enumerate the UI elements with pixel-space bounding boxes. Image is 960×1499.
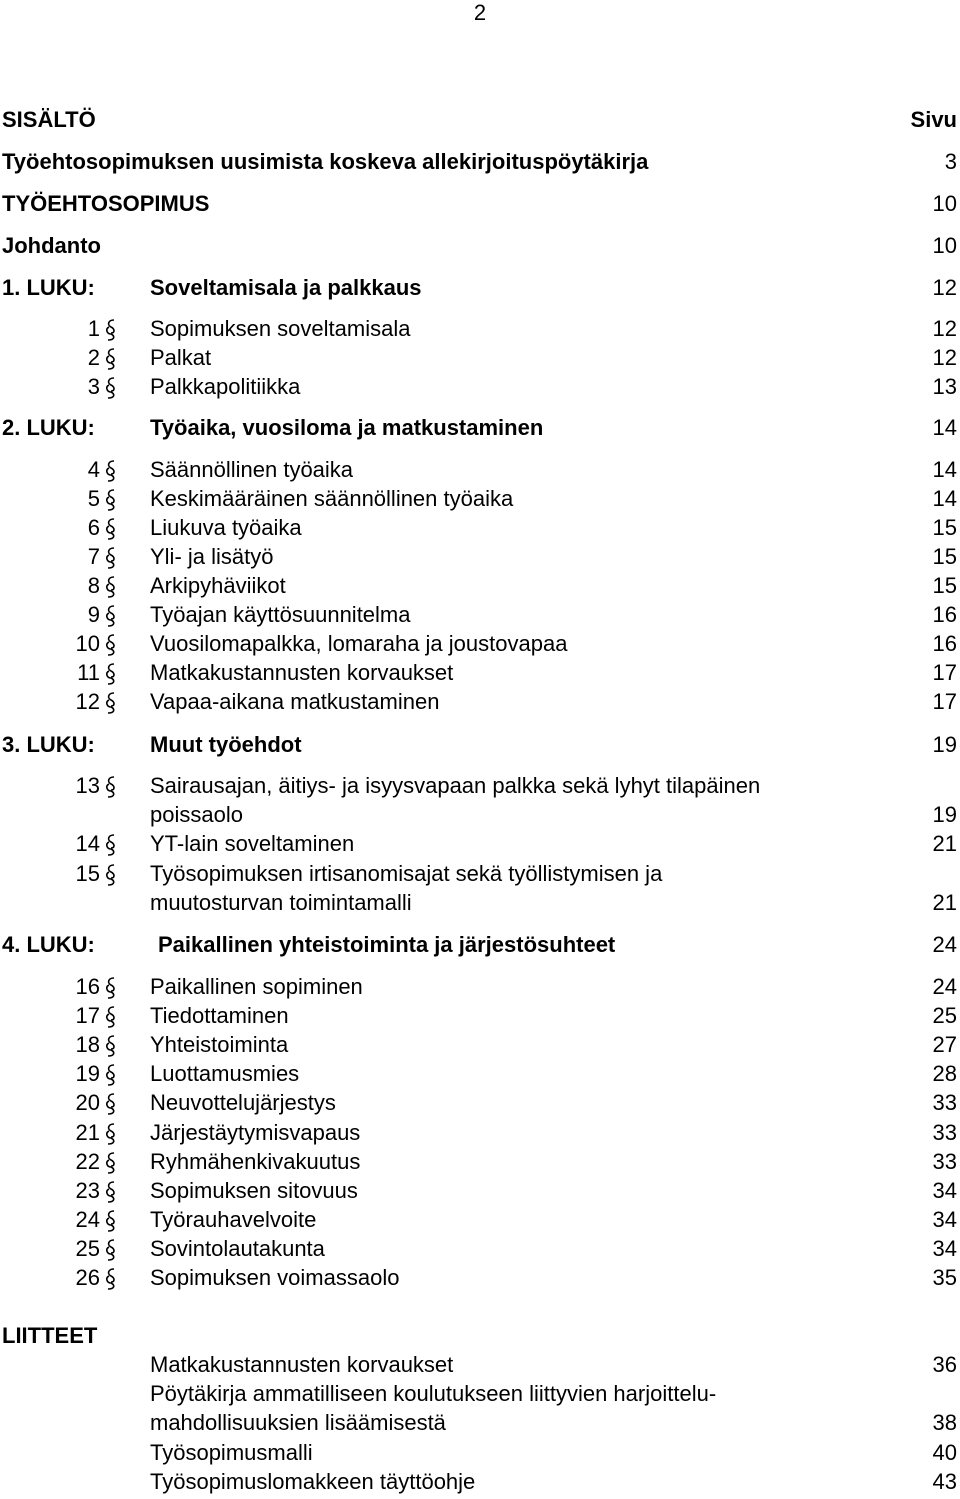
section-number: 2 (87, 345, 100, 370)
section-number: 1 (87, 316, 100, 341)
chapter-label: 3. LUKU: (2, 732, 95, 757)
section-number: 20 (75, 1090, 100, 1115)
section-page: 34 (932, 1178, 957, 1203)
entry-page: 10 (932, 233, 957, 258)
section-title: Sopimuksen soveltamisala (150, 316, 411, 341)
section-entry[interactable] (0, 973, 957, 1001)
appendix-entry[interactable] (0, 1351, 957, 1379)
section-title: Työrauhavelvoite (150, 1207, 317, 1232)
toc-entry-front[interactable] (0, 190, 957, 218)
section-entry[interactable] (0, 1177, 957, 1205)
section-number: 7 (87, 544, 100, 569)
section-entry[interactable] (0, 630, 957, 658)
section-entry[interactable] (0, 1119, 957, 1147)
chapter-label: 1. LUKU: (2, 275, 95, 300)
section-title: Sairausajan, äitiys- ja isyysvapaan palkka sekä lyhyt tilapäinen (150, 773, 761, 798)
section-number: 4 (87, 457, 100, 482)
section-entry[interactable] (0, 1148, 957, 1176)
section-page: 13 (932, 374, 957, 399)
chapter-title: Paikallinen yhteistoiminta ja järjestösuhteet (158, 932, 616, 957)
section-sign-icon (104, 1091, 118, 1117)
chapter-heading[interactable] (0, 274, 957, 302)
section-sign-icon (104, 487, 118, 513)
section-page: 34 (932, 1207, 957, 1232)
section-title: Ryhmähenkivakuutus (150, 1149, 361, 1174)
chapter-label: 4. LUKU: (2, 932, 95, 957)
section-page: 24 (932, 974, 957, 999)
section-sign-icon (104, 632, 118, 658)
appendix-title: Työsopimuslomakkeen täyttöohje (150, 1469, 476, 1494)
section-sign-icon (104, 774, 118, 800)
section-title: Tiedottaminen (150, 1003, 289, 1028)
appendices-heading (0, 1322, 957, 1350)
section-sign-icon (104, 1004, 118, 1030)
chapter-page: 14 (932, 415, 957, 440)
section-title: Neuvottelujärjestys (150, 1090, 336, 1115)
section-number: 3 (87, 374, 100, 399)
section-page: 33 (932, 1149, 957, 1174)
chapter-page: 24 (932, 932, 957, 957)
section-entry[interactable] (0, 315, 957, 343)
section-page: 17 (932, 689, 957, 714)
toc-title: SISÄLTÖ (2, 107, 96, 132)
page-column-header: Sivu (910, 107, 957, 132)
section-title: Palkat (150, 345, 212, 370)
section-title: Yli- ja lisätyö (150, 544, 274, 569)
appendix-page: 38 (932, 1410, 957, 1435)
section-title-continued: muutosturvan toimintamalli (150, 890, 412, 915)
section-sign-icon (104, 375, 118, 401)
chapter-heading[interactable] (0, 931, 957, 959)
section-entry[interactable] (0, 456, 957, 484)
section-sign-icon (104, 1062, 118, 1088)
section-sign-icon (104, 516, 118, 542)
appendix-title-continued: mahdollisuuksien lisäämisestä (150, 1410, 446, 1435)
section-title: Liukuva työaika (150, 515, 302, 540)
entry-title: Työehtosopimuksen uusimista koskeva allekirjoituspöytäkirja (2, 149, 649, 174)
section-entry[interactable] (0, 485, 957, 513)
section-title: Keskimääräinen säännöllinen työaika (150, 486, 514, 511)
section-page: 27 (932, 1032, 957, 1057)
section-sign-icon (104, 661, 118, 687)
appendix-title: Pöytäkirja ammatilliseen koulutukseen liittyvien harjoittelu- (150, 1381, 717, 1406)
section-entry-continued[interactable] (0, 889, 957, 917)
section-page: 34 (932, 1236, 957, 1261)
section-page: 15 (932, 515, 957, 540)
section-title: Työsopimuksen irtisanomisajat sekä työllistymisen ja (150, 861, 663, 886)
section-entry[interactable] (0, 860, 957, 888)
section-sign-icon (104, 1121, 118, 1147)
section-number: 10 (75, 631, 100, 656)
section-number: 5 (87, 486, 100, 511)
chapter-heading[interactable] (0, 731, 957, 759)
section-number: 16 (75, 974, 100, 999)
section-number: 12 (75, 689, 100, 714)
section-entry-continued[interactable] (0, 801, 957, 829)
section-number: 8 (87, 573, 100, 598)
section-page: 16 (932, 631, 957, 656)
section-title: Paikallinen sopiminen (150, 974, 363, 999)
entry-page: 3 (944, 149, 957, 174)
chapter-page: 12 (932, 275, 957, 300)
section-title: Yhteistoiminta (150, 1032, 289, 1057)
section-title: Luottamusmies (150, 1061, 300, 1086)
section-title: Sovintolautakunta (150, 1236, 325, 1261)
section-page: 19 (932, 802, 957, 827)
section-number: 19 (75, 1061, 100, 1086)
section-page: 14 (932, 457, 957, 482)
appendix-page: 40 (932, 1440, 957, 1465)
section-number: 9 (87, 602, 100, 627)
page-number: 2 (473, 0, 487, 25)
section-entry[interactable] (0, 772, 957, 800)
section-sign-icon (104, 832, 118, 858)
entry-page: 10 (932, 191, 957, 216)
section-entry[interactable] (0, 601, 957, 629)
section-sign-icon (104, 1266, 118, 1292)
chapter-title: Soveltamisala ja palkkaus (150, 275, 422, 300)
section-entry[interactable] (0, 1060, 957, 1088)
section-title: Sopimuksen sitovuus (150, 1178, 358, 1203)
section-sign-icon (104, 862, 118, 888)
section-sign-icon (104, 458, 118, 484)
section-title: YT-lain soveltaminen (150, 831, 355, 856)
section-number: 13 (75, 773, 100, 798)
section-number: 6 (87, 515, 100, 540)
section-entry[interactable] (0, 514, 957, 542)
section-entry[interactable] (0, 1031, 957, 1059)
entry-title: Johdanto (2, 233, 101, 258)
section-entry[interactable] (0, 344, 957, 372)
appendix-entry[interactable] (0, 1439, 957, 1467)
section-entry[interactable] (0, 688, 957, 716)
section-page: 33 (932, 1120, 957, 1145)
appendix-entry[interactable] (0, 1380, 957, 1408)
section-title: Vuosilomapalkka, lomaraha ja joustovapaa (150, 631, 568, 656)
appendix-title: Matkakustannusten korvaukset (150, 1352, 454, 1377)
appendix-entry-continued[interactable] (0, 1409, 957, 1437)
section-title: Sopimuksen voimassaolo (150, 1265, 400, 1290)
section-sign-icon (104, 975, 118, 1001)
section-entry[interactable] (0, 373, 957, 401)
section-number: 21 (75, 1120, 100, 1145)
section-sign-icon (104, 603, 118, 629)
section-page: 15 (932, 544, 957, 569)
section-sign-icon (104, 690, 118, 716)
section-page: 28 (932, 1061, 957, 1086)
section-sign-icon (104, 545, 118, 571)
section-entry[interactable] (0, 543, 957, 571)
section-entry[interactable] (0, 572, 957, 600)
toc-entry-front[interactable] (0, 148, 957, 176)
section-number: 26 (75, 1265, 100, 1290)
section-entry[interactable] (0, 830, 957, 858)
chapter-title: Työaika, vuosiloma ja matkustaminen (150, 415, 544, 440)
section-sign-icon (104, 574, 118, 600)
section-title: Matkakustannusten korvaukset (150, 660, 454, 685)
section-page: 12 (932, 345, 957, 370)
section-page: 14 (932, 486, 957, 511)
section-number: 18 (75, 1032, 100, 1057)
section-title: Palkkapolitiikka (150, 374, 301, 399)
section-page: 33 (932, 1090, 957, 1115)
section-number: 11 (77, 660, 100, 685)
chapter-label: 2. LUKU: (2, 415, 95, 440)
section-entry[interactable] (0, 1235, 957, 1263)
appendix-page: 43 (932, 1469, 957, 1494)
section-sign-icon (104, 317, 118, 343)
section-sign-icon (104, 1179, 118, 1205)
section-number: 25 (75, 1236, 100, 1261)
section-title: Työajan käyttösuunnitelma (150, 602, 411, 627)
section-number: 14 (75, 831, 100, 856)
section-page: 15 (932, 573, 957, 598)
section-page: 17 (932, 660, 957, 685)
appendix-entry[interactable] (0, 1468, 957, 1496)
entry-title: TYÖEHTOSOPIMUS (2, 191, 210, 216)
section-title: Säännöllinen työaika (150, 457, 354, 482)
section-sign-icon (104, 1033, 118, 1059)
section-page: 35 (932, 1265, 957, 1290)
chapter-page: 19 (932, 732, 957, 757)
section-title: Vapaa-aikana matkustaminen (150, 689, 440, 714)
section-page: 21 (932, 831, 957, 856)
section-entry[interactable] (0, 1206, 957, 1234)
section-page: 21 (932, 890, 957, 915)
section-page: 12 (932, 316, 957, 341)
chapter-title: Muut työehdot (150, 732, 302, 757)
section-number: 15 (75, 861, 100, 886)
appendices-title: LIITTEET (2, 1323, 98, 1348)
section-number: 24 (75, 1207, 100, 1232)
section-number: 17 (75, 1003, 100, 1028)
appendix-title: Työsopimusmalli (150, 1440, 313, 1465)
section-sign-icon (104, 1208, 118, 1234)
section-number: 22 (75, 1149, 100, 1174)
section-entry[interactable] (0, 1264, 957, 1292)
section-page: 25 (932, 1003, 957, 1028)
section-entry[interactable] (0, 1089, 957, 1117)
appendix-page: 36 (932, 1352, 957, 1377)
toc-header (0, 106, 957, 134)
section-sign-icon (104, 1237, 118, 1263)
section-entry[interactable] (0, 1002, 957, 1030)
toc-entry-front[interactable] (0, 232, 957, 260)
section-number: 23 (75, 1178, 100, 1203)
section-entry[interactable] (0, 659, 957, 687)
chapter-heading[interactable] (0, 414, 957, 442)
section-sign-icon (104, 346, 118, 372)
section-title: Arkipyhäviikot (150, 573, 286, 598)
section-page: 16 (932, 602, 957, 627)
section-title-continued: poissaolo (150, 802, 243, 827)
section-title: Järjestäytymisvapaus (150, 1120, 361, 1145)
section-sign-icon (104, 1150, 118, 1176)
